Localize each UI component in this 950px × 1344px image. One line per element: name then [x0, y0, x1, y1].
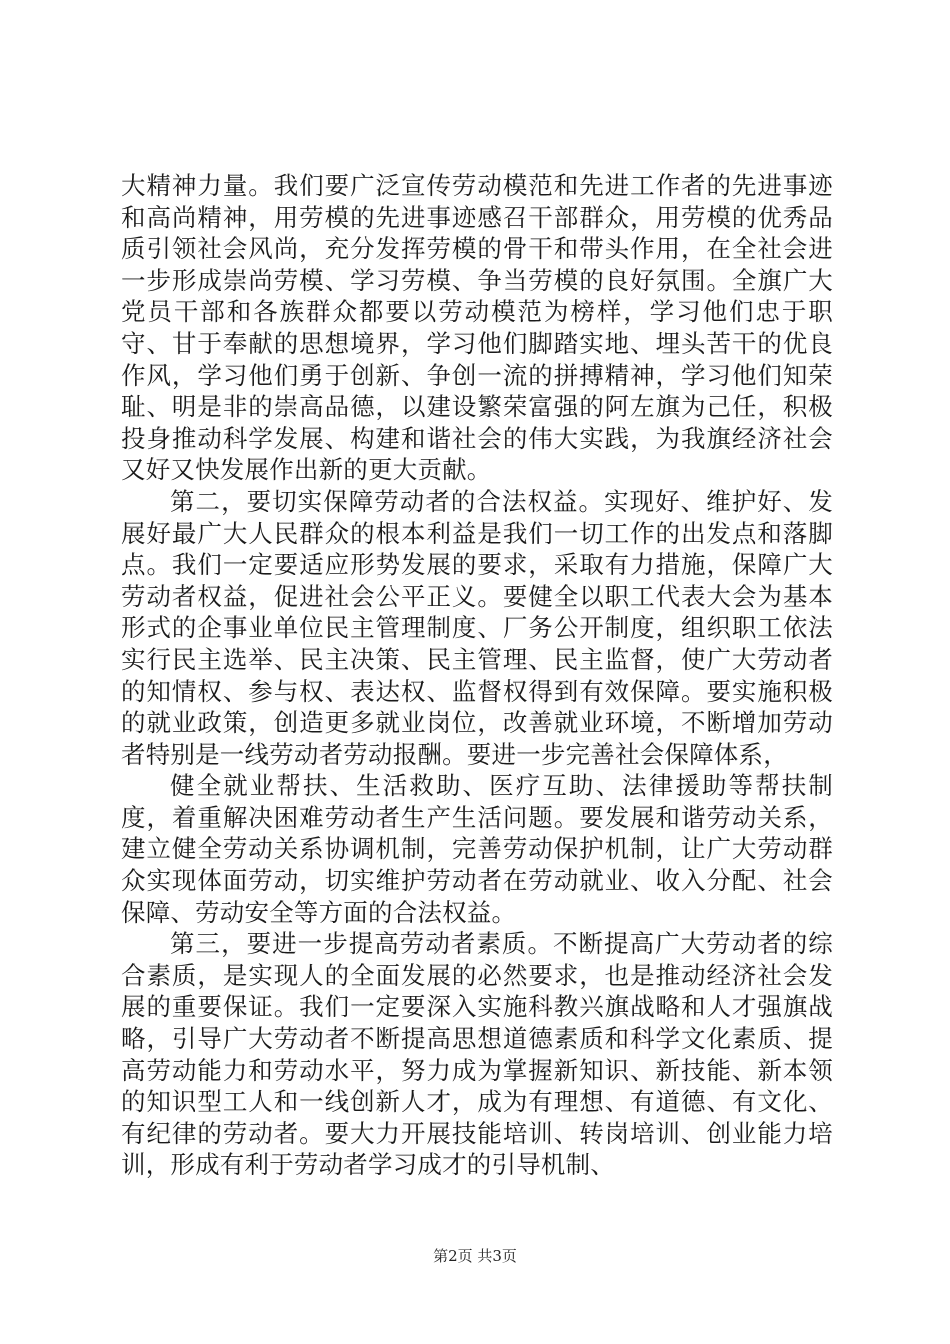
paragraph-continuation: 大精神力量。我们要广泛宣传劳动模范和先进工作者的先进事迹和高尚精神，用劳模的先进事迹感召干部群众，用劳模的优秀品质引领社会风尚，充分发挥劳模的骨干和带头作用，在全社会进一步形成崇尚劳模、学习劳模、争当劳模的良好氛围。全旗广大党员干部和各族群众都要以劳动模范为榜样，学习他们忠于职守、甘于奉献的思想境界，学习他们脚踏实地、埋头苦干的优良作风，学习他们勇于创新、争创一流的拼搏精神，学习他们知荣耻、明是非的崇高品德，以建设繁荣富强的阿左旗为己任，积极投身推动科学发展、构建和谐社会的伟大实践，为我旗经济社会又好又快发展作出新的更大贡献。	[121, 171, 833, 485]
paragraph-third-point: 第三，要进一步提高劳动者素质。不断提高广大劳动者的综合素质，是实现人的全面发展的必然要求，也是推动经济社会发展的重要保证。我们一定要深入实施科教兴旗战略和人才强旗战略，引导广大劳动者不断提高思想道德素质和科学文化素质、提高劳动能力和劳动水平，努力成为掌握新知识、新技能、新本领的知识型工人和一线创新人才，成为有理想、有道德、有文化、有纪律的劳动者。要大力开展技能培训、转岗培训、创业能力培训，形成有利于劳动者学习成才的引导机制、	[121, 929, 833, 1180]
paragraph-support-system: 健全就业帮扶、生活救助、医疗互助、法律援助等帮扶制度，着重解决困难劳动者生产生活问题。要发展和谐劳动关系，建立健全劳动关系协调机制，完善劳动保护机制，让广大劳动群众实现体面劳动，切实维护劳动者在劳动就业、收入分配、社会保障、劳动安全等方面的合法权益。	[121, 771, 833, 927]
document-body	[121, 170, 833, 1181]
page-number-footer: 第2页 共3页	[433, 1247, 517, 1265]
paragraph-second-point: 第二，要切实保障劳动者的合法权益。实现好、维护好、发展好最广大人民群众的根本利益是我们一切工作的出发点和落脚点。我们一定要适应形势发展的要求，采取有力措施，保障广大劳动者权益，促进社会公平正义。要健全以职工代表大会为基本形式的企事业单位民主管理制度、厂务公开制度，组织职工依法实行民主选举、民主决策、民主管理、民主监督，使广大劳动者的知情权、参与权、表达权、监督权得到有效保障。要实施积极的就业政策，创造更多就业岗位，改善就业环境，不断增加劳动者特别是一线劳动者劳动报酬。要进一步完善社会保障体系，	[121, 486, 833, 769]
